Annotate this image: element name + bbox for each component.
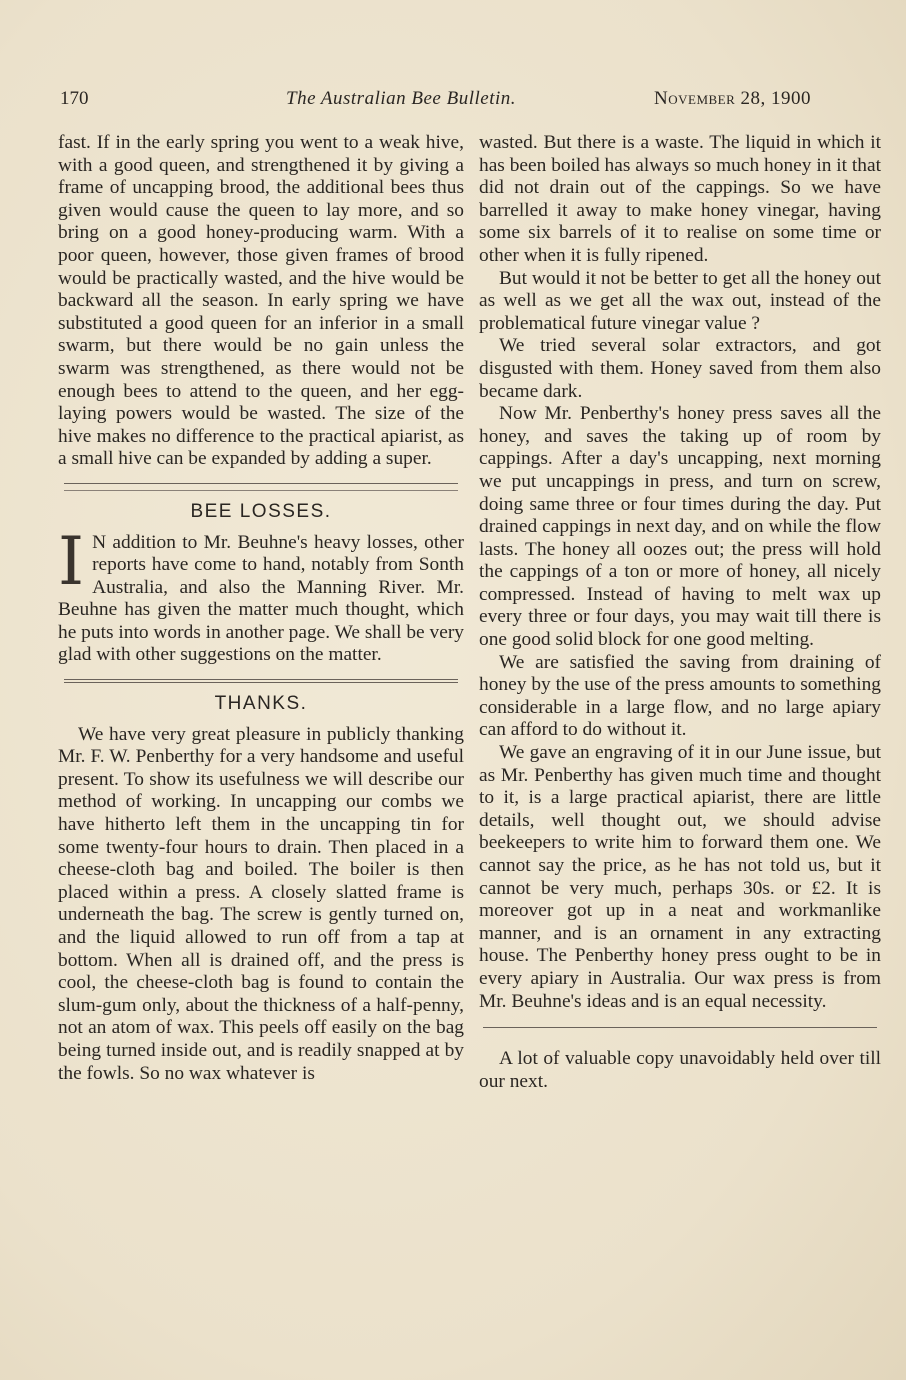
section-divider xyxy=(64,679,458,683)
paragraph: We are satisfied the saving from draining of honey by the use of the press amounts to something considerable in a large flow, and no large apiary can afford to do without it. xyxy=(479,651,881,741)
closing-note: A lot of valuable copy unavoidably held over till our next. xyxy=(479,1048,881,1092)
page-header xyxy=(60,88,860,114)
paragraph: We gave an engraving of it in our June issue, but as Mr. Penberthy has given much time and thought to it, is a large practical apiarist, there are little details, well thought out, we should advise beekeepers to write him to forward them one. We cannot say the price, as he has not told us, but it cannot be very much, perhaps 30s. or £2. It is moreover got up in a neat and workmanlike manner, and is an ornament in any extracting house. The Penberthy honey press ought to be in every apiary in Australia. Our wax press is from Mr. Beuhne's ideas and is an equal necessity. xyxy=(479,742,881,1012)
paragraph: wasted. But there is a waste. The liquid in which it has been boiled has always so much honey in it that did not drain out of the cappings. So we have barrelled it away to make honey vinegar, having some six barrels of it to realise on some time or other when it is fully ripened. xyxy=(479,132,881,266)
right-column xyxy=(479,132,881,1093)
publication-title: The Australian Bee Bulletin. xyxy=(286,88,517,109)
drop-cap: I xyxy=(58,522,85,600)
paragraph: Now Mr. Penberthy's honey press saves all the honey, and saves the taking up of room by cappings. After a day's uncapping, next morning we put uncappings in press, and turn on screw, doing same three or four times during the day. Put drained cappings in next day, and on while the flow lasts. The honey all oozes out; the press will hold the cappings of a ton or more of honey, all nicely compressed. Instead of having to melt wax up every three or four days, you may wait till there is one good solid block for one good melting. xyxy=(479,403,881,651)
bee-losses-article xyxy=(58,501,464,667)
issue-date: November 28, 1900 xyxy=(654,88,812,109)
section-divider xyxy=(483,1027,877,1028)
paragraph: We tried several solar extractors, and got disgusted with them. Honey saved from them also became dark. xyxy=(479,335,881,402)
page-number: 170 xyxy=(60,88,89,109)
bee-losses-heading: BEE LOSSES. xyxy=(190,500,332,522)
left-column xyxy=(58,132,464,1085)
continued-paragraph: fast. If in the early spring you went to a weak hive, with a good queen, and strengthened it by giving a frame of uncapping brood, the additional bees thus given would cause the queen to lay more, and so bring on a good honey-producing warm. With a poor queen, however, those given frames of brood would be practically wasted, and the hive would be backward all the season. In early spring we have substituted a good queen for an inferior in a small swarm, but there would be no gain unless the swarm was strengthened, as there would not be enough bees to attend to the queen, and her egg-laying powers would be wasted. The size of the hive makes no difference to the practical apiarist, as a small hive can be expanded by adding a super. xyxy=(58,132,464,470)
thanks-text: We have very great pleasure in publicly thanking Mr. F. W. Penberthy for a very handsome and useful present. To show its usefulness we will describe our method of working. In uncapping our combs we have hitherto left them in the uncapping tin for some twenty-four hours to drain. Then placed in a cheese-cloth bag and boiled. The boiler is then placed within a press. A closely slatted frame is underneath the bag. The screw is gently turned on, and the liquid allowed to run off from a tap at bottom. When all is drained off, and the press is cool, the cheese-cloth bag is found to contain the slum-gum only, about the thickness of a half-penny, not an atom of wax. This peels off easily on the bag being turned inside out, and is readily snapped at by the fowls. So no wax whatever is xyxy=(58,723,464,1084)
paragraph: But would it not be better to get all the honey out as well as we get all the wax out, instead of the problematical future vinegar value ? xyxy=(479,267,881,334)
thanks-article xyxy=(58,693,464,1085)
bee-losses-text: N addition to Mr. Beuhne's heavy losses, other reports have come to hand, notably from Sonth Australia, and also the Manning River. Mr. Beuhne has given the matter much thought, which he puts into words in another page. We shall be very glad with other suggestions on the matter. xyxy=(58,531,464,666)
section-divider xyxy=(64,483,458,491)
thanks-heading: THANKS. xyxy=(214,693,308,715)
